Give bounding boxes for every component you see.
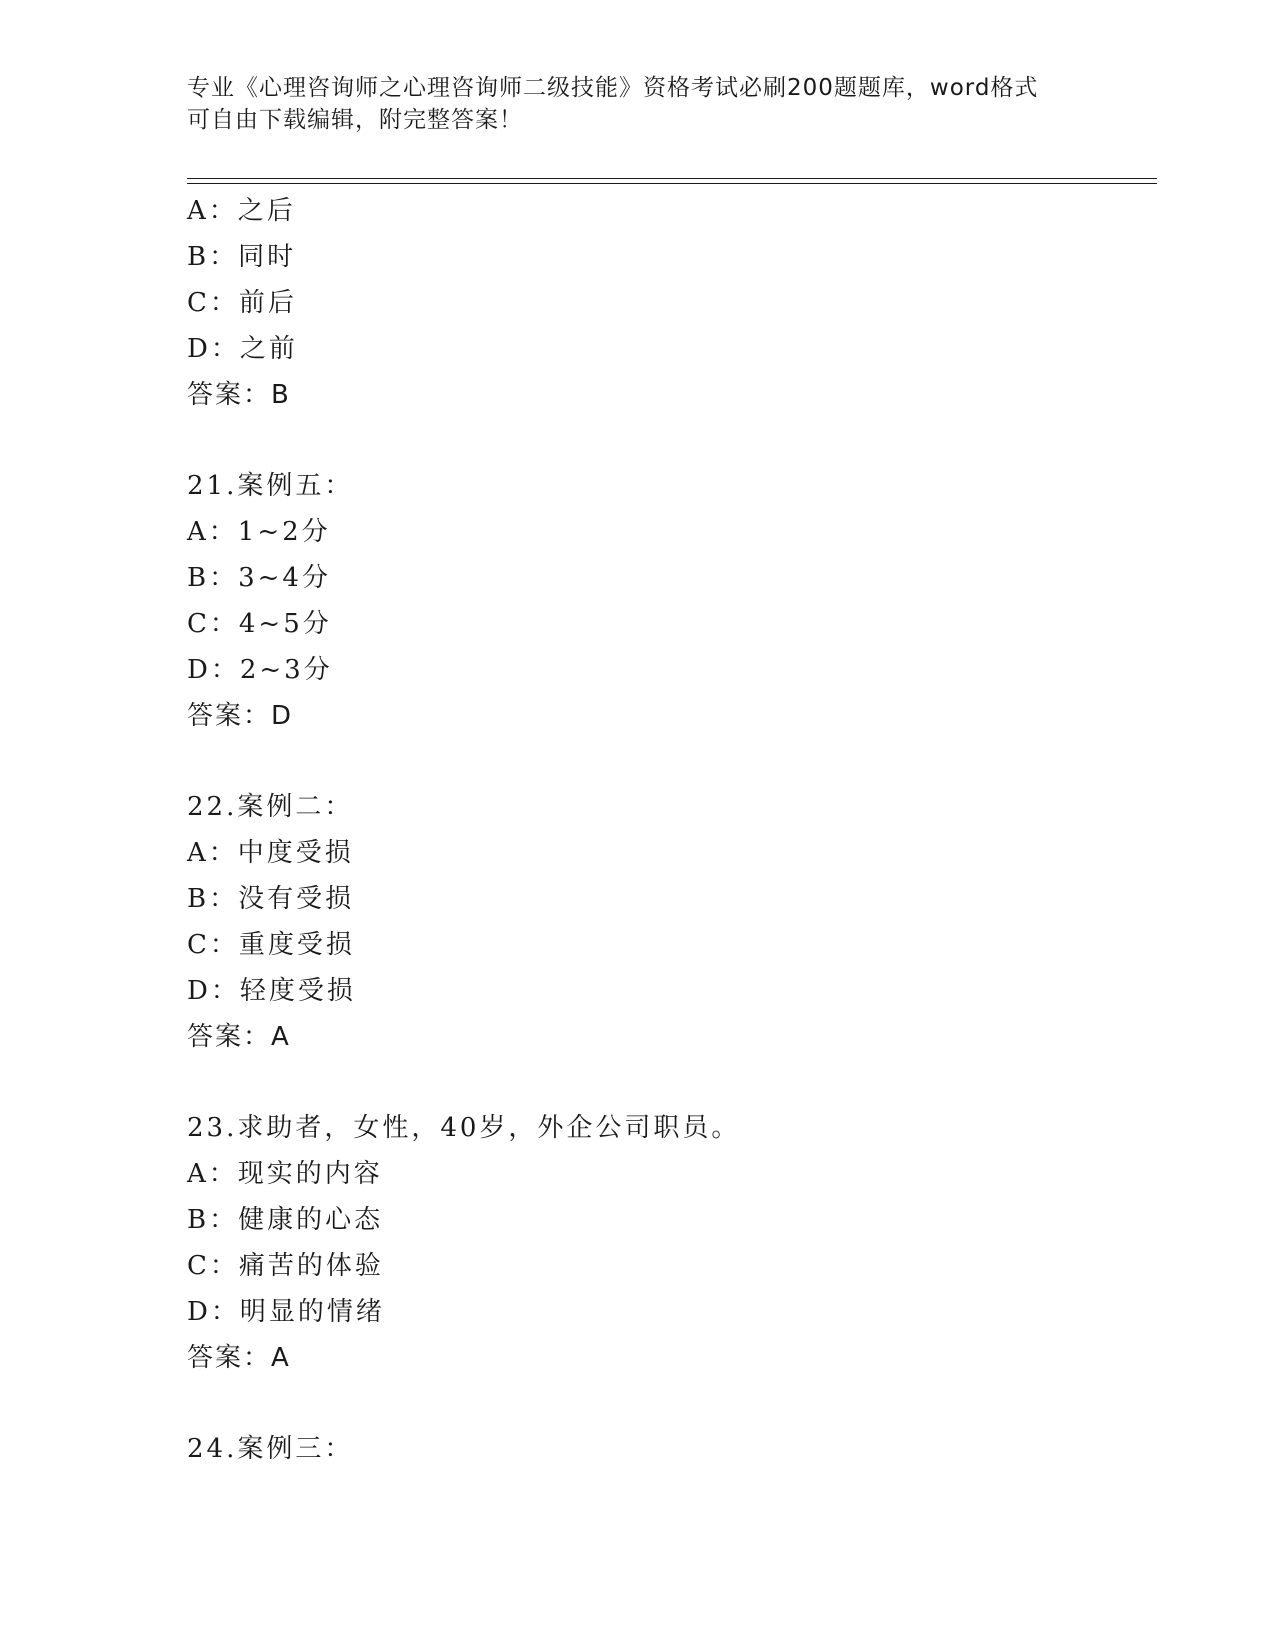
document-header — [187, 72, 1067, 136]
header-rule-bottom — [187, 183, 1157, 184]
spacer — [187, 1060, 1147, 1105]
spacer — [187, 418, 1147, 463]
answer: 答案：D — [187, 701, 294, 731]
answer: 答案：A — [187, 1343, 291, 1373]
question-block-24 — [187, 1426, 1147, 1472]
option-c: C：前后 — [187, 288, 297, 318]
option-b: B：同时 — [187, 242, 297, 272]
question-stem: 22.案例二： — [187, 792, 354, 822]
spacer — [187, 1381, 1147, 1426]
header-line-1: 专业《心理咨询师之心理咨询师二级技能》资格考试必刷200题题库，word格式 — [187, 75, 1039, 101]
question-list — [187, 188, 1147, 1472]
question-stem: 23.求助者，女性，40岁，外企公司职员。 — [187, 1113, 741, 1143]
spacer — [187, 739, 1147, 784]
option-b: B：没有受损 — [187, 884, 355, 914]
option-d: D：明显的情绪 — [187, 1297, 385, 1327]
option-a: A：现实的内容 — [187, 1159, 383, 1189]
option-a: A：1~2分 — [187, 517, 331, 547]
header-line-2: 可自由下载编辑，附完整答案！ — [187, 107, 523, 133]
option-c: C：重度受损 — [187, 930, 355, 960]
option-a: A：中度受损 — [187, 838, 354, 868]
question-stem: 21.案例五： — [187, 471, 354, 501]
question-block-22 — [187, 784, 1147, 1060]
option-a: A：之后 — [187, 196, 296, 226]
answer: 答案：B — [187, 380, 291, 410]
header-rule-top — [187, 178, 1157, 179]
option-b: B：健康的心态 — [187, 1205, 384, 1235]
option-d: D：之前 — [187, 334, 298, 364]
question-block-23 — [187, 1105, 1147, 1381]
option-c: C：4~5分 — [187, 609, 332, 639]
question-block-previous — [187, 188, 1147, 418]
answer: 答案：A — [187, 1022, 291, 1052]
question-block-21 — [187, 463, 1147, 739]
option-d: D：轻度受损 — [187, 976, 356, 1006]
question-stem: 24.案例三： — [187, 1434, 354, 1464]
option-d: D：2~3分 — [187, 655, 333, 685]
option-c: C：痛苦的体验 — [187, 1251, 384, 1281]
option-b: B：3~4分 — [187, 563, 331, 593]
